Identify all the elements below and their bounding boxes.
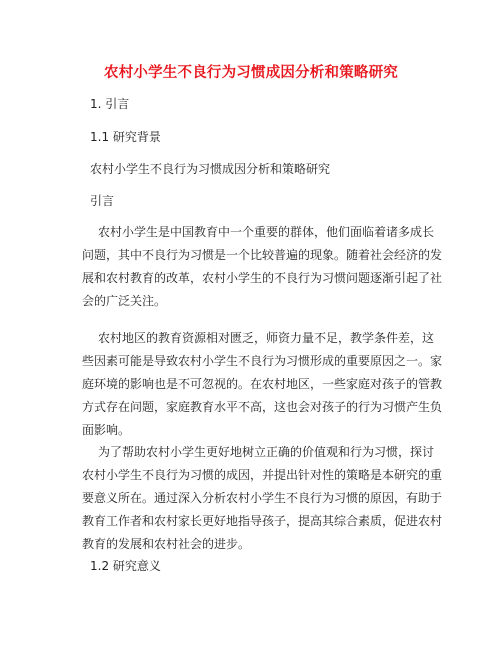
paragraph-line: 要意义所在。通过深入分析农村小学生不良行为习惯的原因，有助于 xyxy=(82,491,443,505)
paragraph-line: 问题，其中不良行为习惯是一个比较普遍的现象。随着社会经济的发 xyxy=(82,248,443,262)
section-heading-1-1: 1.1 研究背景 xyxy=(90,130,161,144)
paragraph-1 xyxy=(82,221,443,313)
paragraph-line: 会的广泛关注。 xyxy=(82,294,167,308)
paragraph-2 xyxy=(82,327,443,442)
paragraph-line: 方式存在问题，家庭教育水平不高，这也会对孩子的行为习惯产生负 xyxy=(82,400,443,414)
paragraph-line: 为了帮助农村小学生更好地树立正确的价值观和行为习惯，探讨 xyxy=(98,445,435,459)
paragraph-line: 农村地区的教育资源相对匮乏，师资力量不足，教学条件差，这 xyxy=(98,331,435,345)
paragraph-line: 些因素可能是导致农村小学生不良行为习惯形成的重要原因之一。家 xyxy=(82,354,443,368)
paragraph-line: 教育的发展和农村社会的进步。 xyxy=(82,537,251,551)
paragraph-line: 展和农村教育的改革，农村小学生的不良行为习惯问题逐渐引起了社 xyxy=(82,271,443,285)
paragraph-line: 面影响。 xyxy=(82,423,131,437)
subtitle-text: 农村小学生不良行为习惯成因分析和策略研究 xyxy=(90,162,331,176)
intro-label: 引言 xyxy=(90,194,115,208)
paragraph-line: 农村小学生是中国教育中一个重要的群体，他们面临着诸多成长 xyxy=(98,225,435,239)
section-heading-1-2: 1.2 研究意义 xyxy=(90,559,161,573)
paragraph-line: 庭环境的影响也是不可忽视的。在农村地区，一些家庭对孩子的管教 xyxy=(82,377,443,391)
paragraph-line: 教育工作者和农村家长更好地指导孩子，提高其综合素质，促进农村 xyxy=(82,514,443,528)
paragraph-line: 农村小学生不良行为习惯的成因，并提出针对性的策略是本研究的重 xyxy=(82,468,443,482)
paragraph-3 xyxy=(82,441,443,556)
document-title: 农村小学生不良行为习惯成因分析和策略研究 xyxy=(104,65,398,81)
section-heading-1: 1. 引言 xyxy=(90,97,130,111)
